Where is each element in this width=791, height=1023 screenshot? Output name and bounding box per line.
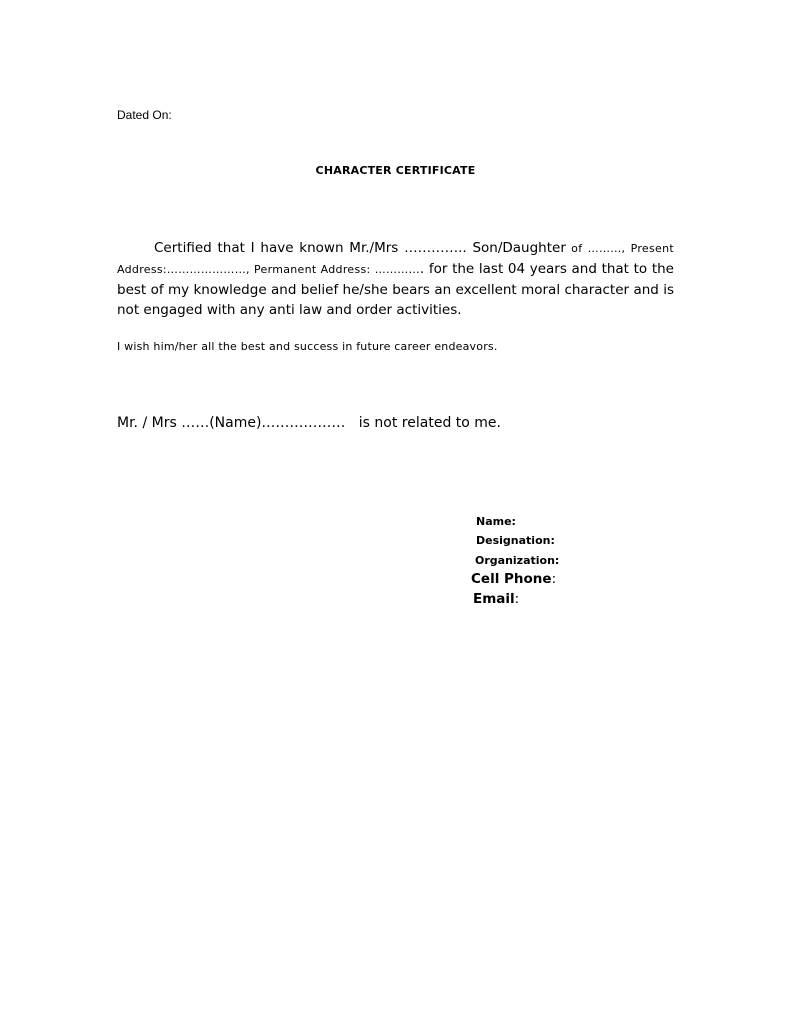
signature-name-label: Name: <box>476 515 516 528</box>
signature-cell-phone <box>471 571 556 587</box>
signature-cell-phone-colon: : <box>551 571 557 587</box>
signature-cell-phone-label: Cell Phone <box>471 571 552 587</box>
signature-email-label: Email <box>473 591 515 607</box>
signature-email-colon: : <box>514 591 520 607</box>
signature-designation-label: Designation: <box>476 534 555 547</box>
relation-text: is not related to me. <box>358 415 501 431</box>
certificate-body <box>117 238 674 320</box>
body-text-part2: of ………, Present Address:…………………, Permanent Address: ………… <box>117 242 674 276</box>
body-text-part1: Certified that I have known Mr./Mrs ………….. Son/Daughter <box>154 240 566 256</box>
body-text-part3: . for the last 04 years and that to the best of my knowledge and belief he/she bears an excellent moral character and is not engaged with any anti law and order activities. <box>117 261 674 318</box>
signature-organization-label: Organization: <box>475 554 560 567</box>
signature-email <box>473 591 519 607</box>
relation-statement <box>117 415 501 431</box>
relation-name-placeholder: Mr. / Mrs ……(Name)……………… <box>117 415 346 431</box>
wish-line: I wish him/her all the best and success in future career endeavors. <box>117 340 498 353</box>
document-title: CHARACTER CERTIFICATE <box>315 164 476 177</box>
dated-on-label: Dated On: <box>117 108 172 122</box>
